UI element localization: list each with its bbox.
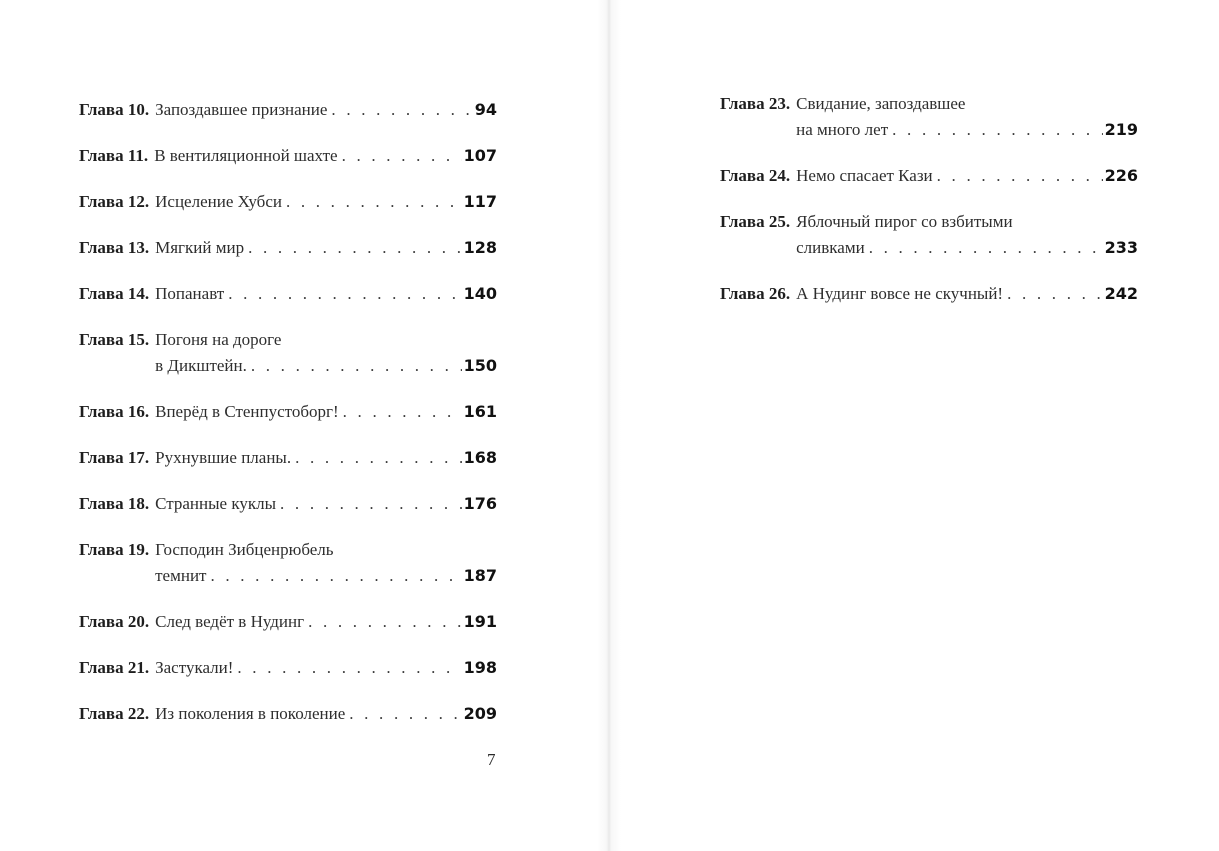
chapter-title-text: Вперёд в Стенпустоборг!: [155, 402, 339, 421]
chapter-title-text: Мягкий мир: [155, 238, 245, 257]
chapter-title: [155, 491, 497, 517]
dot-leader: [291, 445, 462, 471]
dot-leader: [206, 563, 461, 589]
chapter-title-line: [796, 117, 1138, 143]
page-ref: 198: [463, 658, 497, 677]
toc-entry[interactable]: [79, 399, 497, 425]
chapter-title-line: [796, 163, 1138, 189]
page-ref: 226: [1104, 166, 1138, 185]
chapter-title-text: Исцеление Хубси: [155, 192, 282, 211]
chapter-label: Глава 20.: [79, 612, 150, 631]
chapter-title-line: [155, 327, 497, 353]
dot-leader: [247, 353, 462, 379]
page-ref: 209: [463, 704, 497, 723]
page-ref: 140: [463, 284, 497, 303]
toc-entry[interactable]: [79, 143, 497, 169]
dot-leader: [327, 97, 472, 123]
page-ref: 150: [463, 356, 497, 375]
page-ref: 168: [463, 448, 497, 467]
dot-leader: [345, 701, 461, 727]
toc-entry[interactable]: [79, 655, 497, 681]
chapter-title-text: Странные куклы: [155, 494, 277, 513]
dot-leader: [1003, 281, 1102, 307]
chapter-title-line: [155, 97, 497, 123]
chapter-title: [155, 537, 497, 589]
chapter-title: [155, 609, 497, 635]
chapter-title: [155, 281, 497, 307]
chapter-title: [155, 399, 497, 425]
chapter-title-text: Свидание, запоздавшее: [796, 94, 966, 113]
chapter-title: [796, 91, 1138, 143]
chapter-title: [155, 701, 497, 727]
book-gutter: [597, 0, 621, 851]
page-ref: 128: [463, 238, 497, 257]
page-ref: 94: [474, 100, 497, 119]
toc-entry[interactable]: [79, 97, 497, 123]
chapter-title-line: [155, 655, 497, 681]
chapter-title-text: Из поколения в поколение: [155, 704, 346, 723]
chapter-label: Глава 10.: [79, 100, 150, 119]
chapter-label: Глава 11.: [79, 146, 149, 165]
chapter-title-text: темнит: [155, 566, 207, 585]
toc-left-column: [79, 97, 497, 747]
page-ref: 117: [463, 192, 497, 211]
toc-entry[interactable]: [79, 537, 497, 589]
page-number: 7: [487, 750, 496, 769]
dot-leader: [233, 655, 461, 681]
chapter-title-line: [796, 281, 1138, 307]
dot-leader: [282, 189, 462, 215]
chapter-title-line: [155, 563, 497, 589]
chapter-title-line: [796, 209, 1138, 235]
chapter-title-line: [155, 353, 497, 379]
page-ref: 176: [463, 494, 497, 513]
chapter-title: [155, 445, 497, 471]
chapter-title: [796, 163, 1138, 189]
chapter-label: Глава 25.: [720, 212, 791, 231]
chapter-title: [155, 655, 497, 681]
chapter-title-line: [155, 609, 497, 635]
dot-leader: [888, 117, 1102, 143]
dot-leader: [224, 281, 461, 307]
chapter-title: [155, 235, 497, 261]
chapter-label: Глава 24.: [720, 166, 791, 185]
chapter-title-text: А Нудинг вовсе не скучный!: [796, 284, 1004, 303]
toc-entry[interactable]: [720, 281, 1138, 307]
page-ref: 161: [463, 402, 497, 421]
chapter-label: Глава 26.: [720, 284, 791, 303]
toc-entry[interactable]: [720, 91, 1138, 143]
chapter-label: Глава 19.: [79, 540, 150, 559]
chapter-title-text: Застукали!: [155, 658, 234, 677]
chapter-title-line: [796, 235, 1138, 261]
chapter-title-text: Попанавт: [155, 284, 225, 303]
chapter-title-line: [155, 235, 497, 261]
page-ref: 233: [1104, 238, 1138, 257]
chapter-title-text: Господин Зибценрюбель: [155, 540, 334, 559]
chapter-title-line: [155, 701, 497, 727]
toc-entry[interactable]: [79, 235, 497, 261]
toc-entry[interactable]: [79, 609, 497, 635]
chapter-title: [154, 143, 497, 169]
page-ref: 242: [1104, 284, 1138, 303]
chapter-label: Глава 21.: [79, 658, 150, 677]
dot-leader: [244, 235, 462, 261]
chapter-title-line: [155, 537, 497, 563]
toc-entry[interactable]: [79, 327, 497, 379]
chapter-title-text: След ведёт в Нудинг: [155, 612, 305, 631]
chapter-title-text: сливками: [796, 238, 865, 257]
chapter-title: [796, 209, 1138, 261]
chapter-title-text: Запоздавшее признание: [155, 100, 328, 119]
dot-leader: [933, 163, 1103, 189]
chapter-label: Глава 22.: [79, 704, 150, 723]
toc-entry[interactable]: [79, 189, 497, 215]
dot-leader: [304, 609, 462, 635]
page-ref: 191: [463, 612, 497, 631]
chapter-label: Глава 23.: [720, 94, 791, 113]
chapter-title-line: [155, 491, 497, 517]
chapter-title: [155, 189, 497, 215]
page-ref: 187: [463, 566, 497, 585]
toc-entry[interactable]: [79, 701, 497, 727]
chapter-label: Глава 16.: [79, 402, 150, 421]
chapter-label: Глава 14.: [79, 284, 150, 303]
chapter-title-text: В вентиляционной шахте: [154, 146, 338, 165]
chapter-title-line: [155, 445, 497, 471]
chapter-title-line: [796, 91, 1138, 117]
toc-entry[interactable]: [720, 209, 1138, 261]
chapter-label: Глава 13.: [79, 238, 150, 257]
chapter-title-text: на много лет: [796, 120, 889, 139]
chapter-title-line: [154, 143, 497, 169]
chapter-title-text: Рухнувшие планы.: [155, 448, 292, 467]
chapter-title: [796, 281, 1138, 307]
page-ref: 107: [463, 146, 497, 165]
toc-entry[interactable]: [79, 445, 497, 471]
chapter-title-line: [155, 281, 497, 307]
chapter-title-line: [155, 189, 497, 215]
page-ref: 219: [1104, 120, 1138, 139]
toc-right-column: [720, 91, 1138, 327]
chapter-title: [155, 97, 497, 123]
chapter-label: Глава 17.: [79, 448, 150, 467]
dot-leader: [865, 235, 1103, 261]
toc-entry[interactable]: [79, 491, 497, 517]
dot-leader: [276, 491, 462, 517]
dot-leader: [339, 399, 462, 425]
chapter-label: Глава 15.: [79, 330, 150, 349]
chapter-title-text: Яблочный пирог со взбитыми: [796, 212, 1013, 231]
chapter-title-text: Немо спасает Кази: [796, 166, 933, 185]
chapter-title-text: в Дикштейн.: [155, 356, 247, 375]
chapter-title-line: [155, 399, 497, 425]
chapter-title-text: Погоня на дороге: [155, 330, 282, 349]
toc-entry[interactable]: [720, 163, 1138, 189]
dot-leader: [338, 143, 462, 169]
toc-entry[interactable]: [79, 281, 497, 307]
chapter-label: Глава 12.: [79, 192, 150, 211]
chapter-label: Глава 18.: [79, 494, 150, 513]
chapter-title: [155, 327, 497, 379]
